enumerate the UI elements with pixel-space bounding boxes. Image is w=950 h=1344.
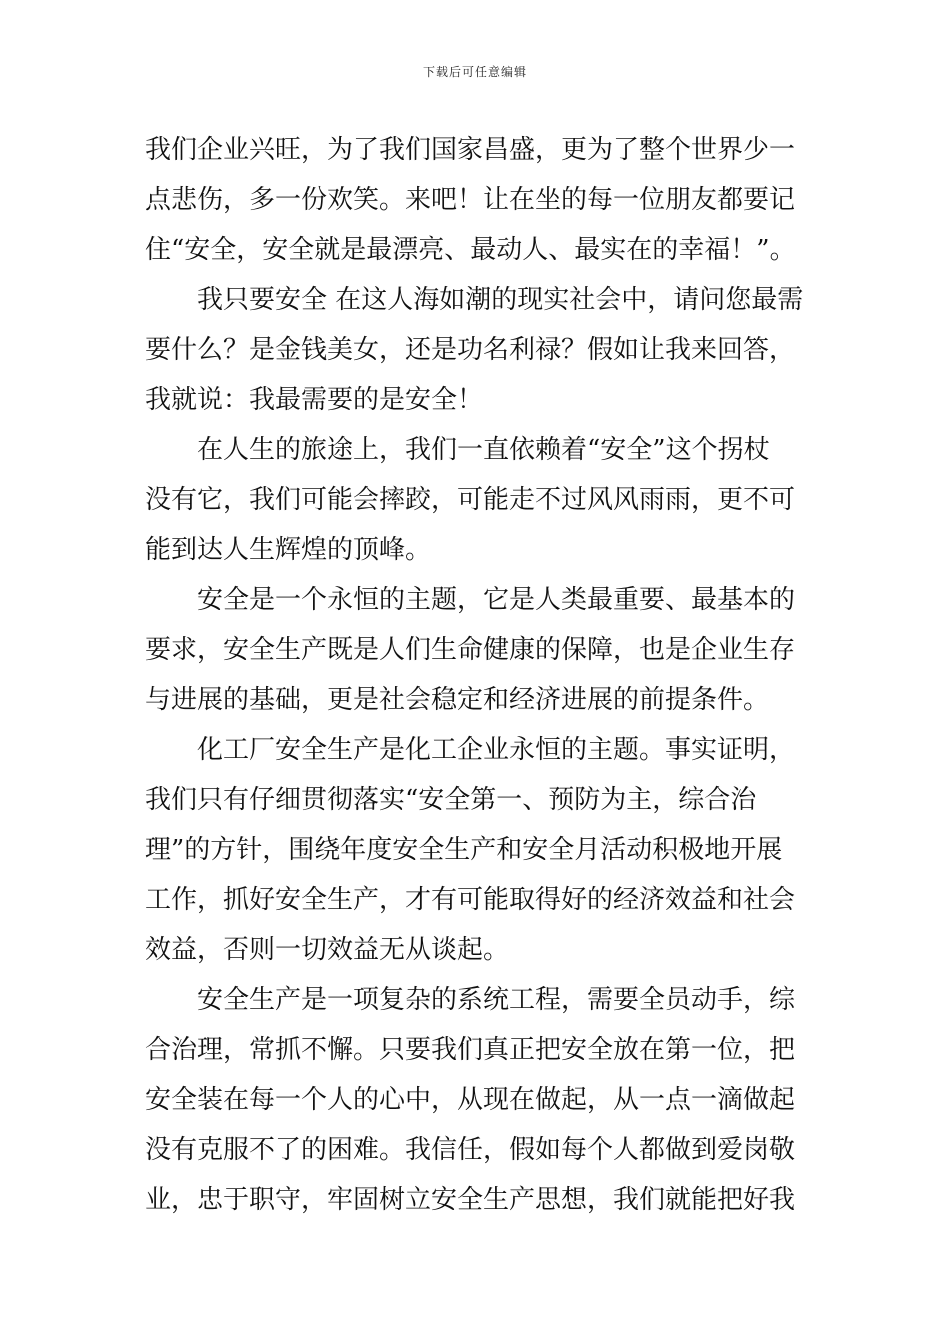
text-line: 安全装在每一个人的心中，从现在做起，从一点一滴做起	[145, 1085, 796, 1115]
paragraph-1	[145, 125, 807, 275]
text-line: 效益，否则一切效益无从谈起。	[145, 935, 510, 965]
text-line: 我只要安全 在这人海如潮的现实社会中，请问您最需	[197, 285, 804, 315]
text-line: 要求，安全生产既是人们生命健康的保障，也是企业生存	[145, 635, 796, 665]
text-line: 能到达人生辉煌的顶峰。	[145, 535, 432, 565]
text-line: 安全生产是一项复杂的系统工程，需要全员动手，综	[197, 985, 796, 1015]
paragraph-3	[145, 425, 807, 575]
text-line: 在人生的旅途上，我们一直依赖着“安全”这个拐杖	[197, 435, 770, 465]
document-body	[145, 125, 807, 1225]
text-line: 业，忠于职守，牢固树立安全生产思想，我们就能把好我	[145, 1185, 796, 1215]
text-line: 要什么？是金钱美女，还是功名利禄？假如让我来回答，	[145, 335, 796, 365]
text-line: 工作，抓好安全生产，才有可能取得好的经济效益和社会	[145, 885, 796, 915]
page-header: 下载后可任意编辑	[422, 65, 527, 79]
text-line: 安全是一个永恒的主题，它是人类最重要、最基本的	[197, 585, 796, 615]
text-line: 理”的方针，围绕年度安全生产和安全月活动积极地开展	[145, 835, 783, 865]
text-line: 化工厂安全生产是化工企业永恒的主题。事实证明，	[197, 735, 796, 765]
text-line: 我们企业兴旺，为了我们国家昌盛，更为了整个世界少一	[145, 135, 796, 165]
text-line: 合治理，常抓不懈。只要我们真正把安全放在第一位，把	[145, 1035, 796, 1065]
text-line: 我就说：我最需要的是安全！	[145, 385, 484, 415]
paragraph-2	[145, 275, 807, 425]
text-line: 住“安全，安全就是最漂亮、最动人、最实在的幸福！”。	[145, 235, 796, 265]
paragraph-6	[145, 975, 807, 1225]
text-line: 没有克服不了的困难。我信任，假如每个人都做到爱岗敬	[145, 1135, 796, 1165]
text-line: 点悲伤，多一份欢笑。来吧！让在坐的每一位朋友都要记	[145, 185, 796, 215]
paragraph-5	[145, 725, 807, 975]
text-line: 我们只有仔细贯彻落实“安全第一、预防为主，综合治	[145, 785, 757, 815]
text-line: 没有它，我们可能会摔跤，可能走不过风风雨雨，更不可	[145, 485, 796, 515]
paragraph-4	[145, 575, 807, 725]
text-line: 与进展的基础，更是社会稳定和经济进展的前提条件。	[145, 685, 770, 715]
